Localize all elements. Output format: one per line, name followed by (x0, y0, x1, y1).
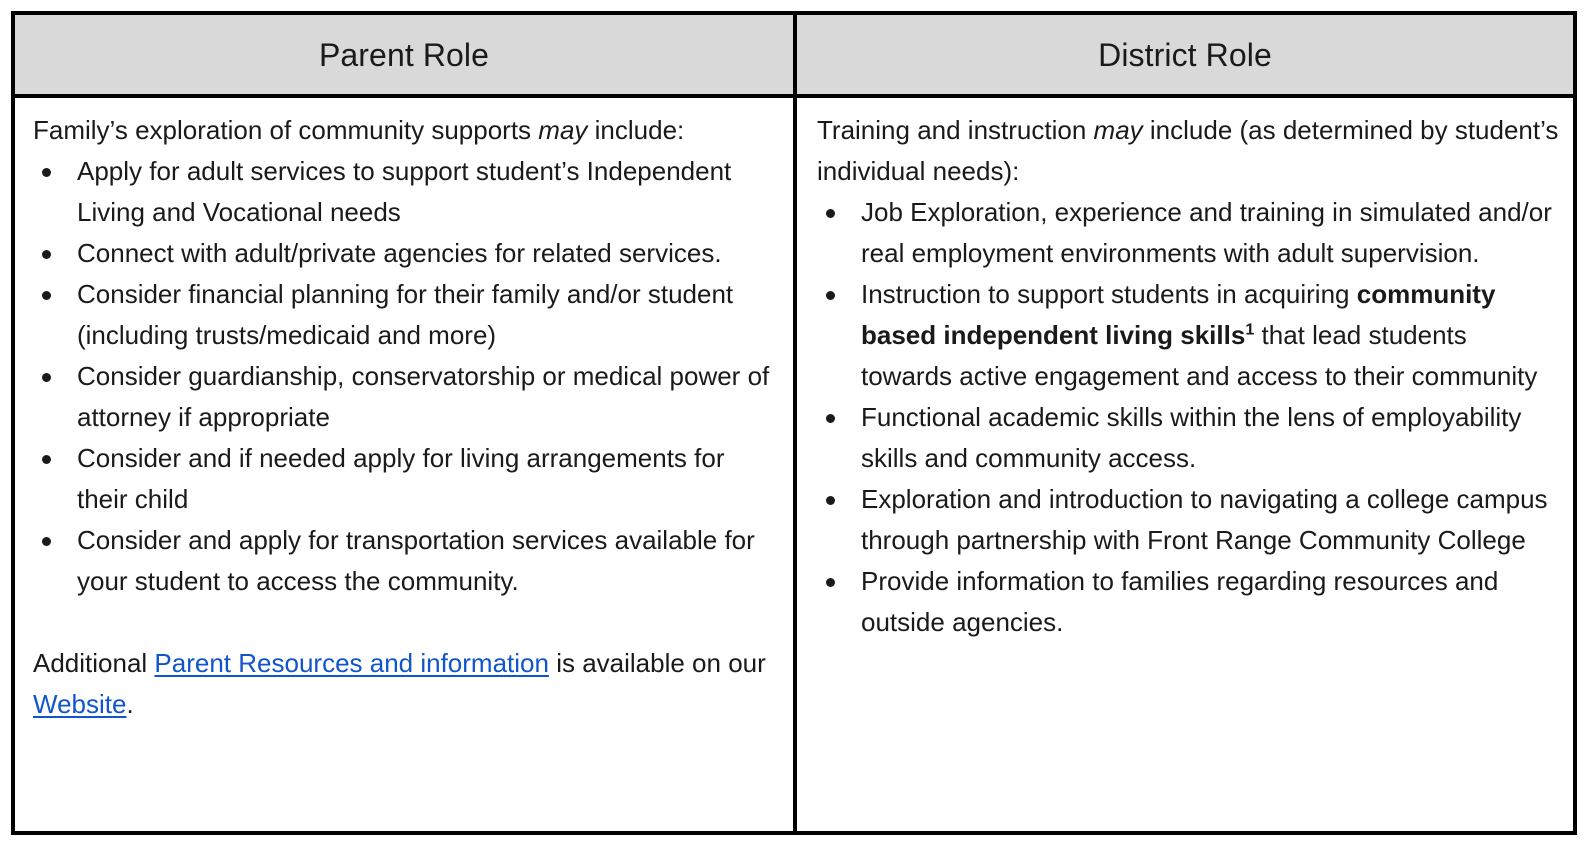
list-item-text: Functional academic skills within the lens of employability skills and community access. (861, 402, 1522, 473)
list-item (817, 479, 1561, 561)
table-row (13, 96, 1575, 833)
list-item-text: Connect with adult/private agencies for related services. (77, 238, 722, 268)
list-item (33, 274, 779, 356)
list-item-text: Exploration and introduction to navigating a college campus through partnership with Front Range Community College (861, 484, 1548, 555)
list-item (33, 356, 779, 438)
list-item (817, 397, 1561, 479)
table-header (13, 13, 1575, 96)
list-item-suffix: that lead students towards active engagement and access to their community (861, 320, 1538, 391)
cell-district-role (795, 96, 1575, 833)
cell-parent-role (13, 96, 795, 833)
district-intro-paragraph (817, 110, 1561, 192)
parent-intro-before: Family’s exploration of community supports (33, 115, 539, 145)
column-header-district-role: District Role (795, 13, 1575, 96)
list-item-text: Provide information to families regarding resources and outside agencies. (861, 566, 1499, 637)
parent-role-bullet-list (33, 151, 779, 602)
district-intro-emphasis: may (1093, 115, 1143, 145)
list-item-text: Consider and apply for transportation services available for your student to access the community. (77, 525, 755, 596)
parent-resources-paragraph (33, 643, 779, 725)
list-item (817, 274, 1561, 397)
district-role-bullet-list (817, 192, 1561, 643)
list-item-text: Apply for adult services to support student’s Independent Living and Vocational needs (77, 156, 732, 227)
district-intro-before: Training and instruction (817, 115, 1094, 145)
list-item (33, 438, 779, 520)
list-item-text: Consider financial planning for their family and/or student (including trusts/medicaid and more) (77, 279, 734, 350)
parent-intro-after: include: (587, 115, 685, 145)
website-link[interactable]: Website (33, 689, 127, 719)
independent-living-skills-term: community based independent living skills (861, 279, 1496, 350)
list-item-text: Consider guardianship, conservatorship or medical power of attorney if appropriate (77, 361, 770, 432)
list-item (33, 151, 779, 233)
parent-tail-middle: is available on our (548, 648, 766, 678)
list-item (33, 233, 779, 274)
district-intro-after: include (as determined by student’s individual needs): (817, 115, 1559, 186)
parent-intro-paragraph (33, 110, 779, 151)
table-body (13, 96, 1575, 833)
parent-tail-prefix: Additional (33, 648, 155, 678)
list-item (817, 192, 1561, 274)
parent-resources-link[interactable]: Parent Resources and information (154, 648, 549, 678)
list-item (817, 561, 1561, 643)
column-header-parent-role: Parent Role (13, 13, 795, 96)
list-item (33, 520, 779, 602)
list-item-prefix: Instruction to support students in acquiring (861, 279, 1357, 309)
footnote-marker: 1 (1245, 320, 1255, 339)
list-item-text: Consider and if needed apply for living arrangements for their child (77, 443, 725, 514)
roles-comparison-table (11, 11, 1577, 835)
list-item-text: Job Exploration, experience and training in simulated and/or real employment environments with adult supervision. (861, 197, 1552, 268)
header-row (13, 13, 1575, 96)
parent-tail-suffix: . (126, 689, 134, 719)
parent-intro-emphasis: may (538, 115, 588, 145)
